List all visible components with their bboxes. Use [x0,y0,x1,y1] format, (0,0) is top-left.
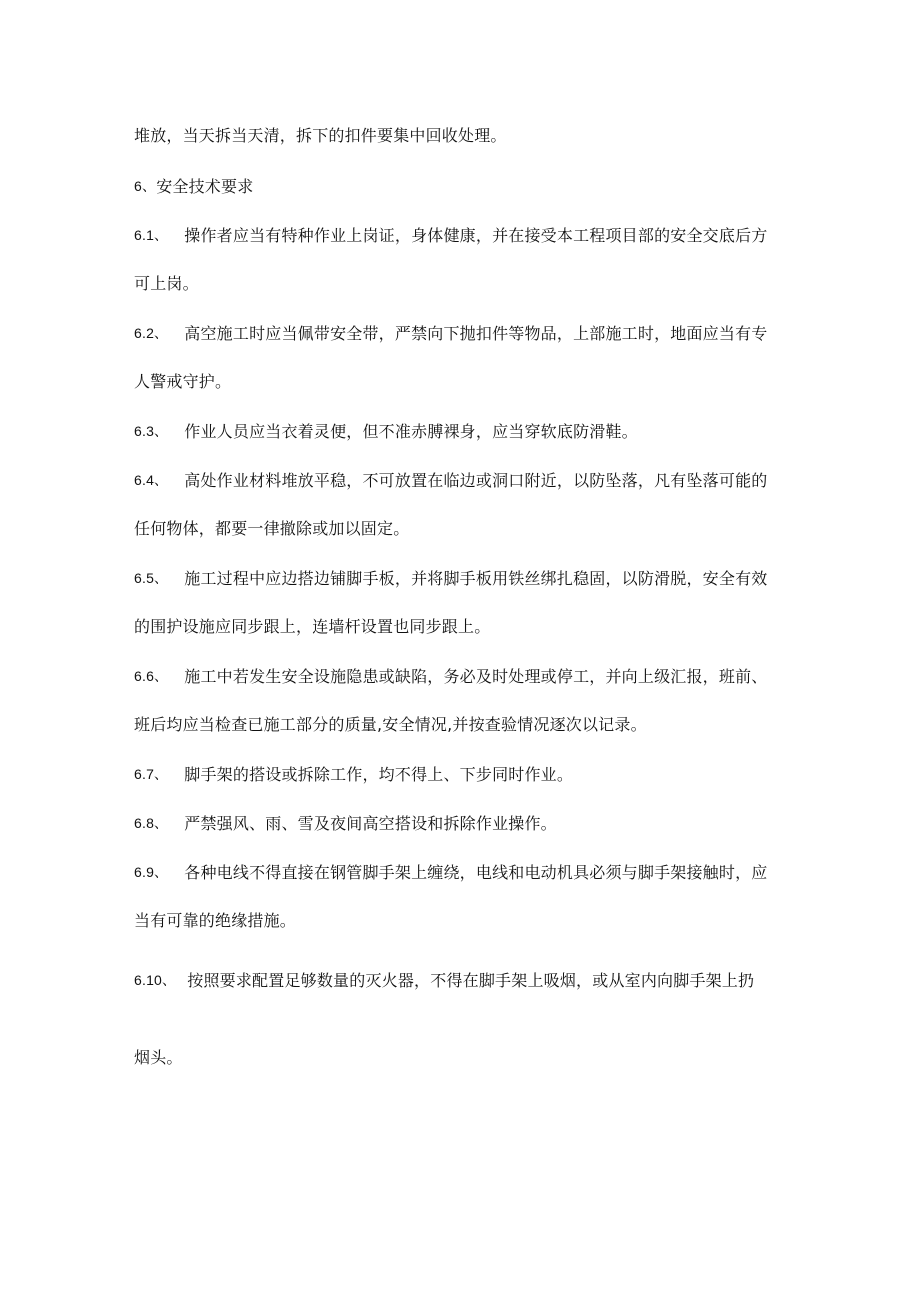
item-6-6-line-2 [134,715,647,735]
item-text: 脚手架的搭设或拆除工作，均不得上、下步同时作业。 [184,765,574,784]
item-6-4-line-2 [134,519,409,539]
item-6-1-line-1 [134,225,767,246]
item-text: 按照要求配置足够数量的灭火器，不得在脚手架上吸烟，或从室内向脚手架上扔 [187,971,755,990]
item-number: 6.8、 [134,815,169,831]
item-text: 高空施工时应当佩带安全带，严禁向下抛扣件等物品，上部施工时，地面应当有专 [184,324,768,343]
intro-text: 堆放，当天拆当天清，拆下的扣件要集中回收处理。 [134,126,507,145]
item-number: 6.7、 [134,766,169,782]
section-title: 安全技术要求 [156,177,254,196]
item-number: 6.10、 [134,972,177,988]
item-6-10-line-2 [134,1048,183,1068]
item-text: 烟头。 [134,1048,183,1067]
item-text: 施工中若发生安全设施隐患或缺陷，务必及时处理或停工，并向上级汇报，班前、 [184,667,768,686]
item-text: 人警戒守护。 [134,372,232,391]
item-6-2-line-2 [134,372,231,392]
item-number: 6.6、 [134,668,169,684]
section-number: 6、 [134,178,157,194]
item-text: 可上岗。 [134,274,199,293]
item-6-10-line-1 [134,970,754,991]
item-6-5-line-1 [134,568,767,589]
item-number: 6.3、 [134,423,169,439]
item-text: 任何物体，都要一律撤除或加以固定。 [134,519,410,538]
item-text: 各种电线不得直接在钢管脚手架上缠绕，电线和电动机具必须与脚手架接触时，应 [184,863,768,882]
item-6-6-line-1 [134,666,767,687]
item-text: 严禁强风、雨、雪及夜间高空搭设和拆除作业操作。 [184,814,557,833]
item-6-3-line-1 [134,421,638,442]
section-heading [134,176,253,197]
item-text: 高处作业材料堆放平稳，不可放置在临边或洞口附近，以防坠落，凡有坠落可能的 [184,471,768,490]
item-6-7-line-1 [134,764,573,785]
item-6-9-line-1 [134,862,767,883]
intro-line [134,126,507,146]
item-6-8-line-1 [134,813,557,834]
item-text: 施工过程中应边搭边铺脚手板，并将脚手板用铁丝绑扎稳固，以防滑脱，安全有效 [184,569,768,588]
item-6-9-line-2 [134,911,296,931]
item-number: 6.1、 [134,227,169,243]
item-text: 的围护设施应同步跟上，连墙杆设置也同步跟上。 [134,617,491,636]
item-6-4-line-1 [134,470,767,491]
item-number: 6.5、 [134,570,169,586]
item-number: 6.2、 [134,325,169,341]
item-text: 操作者应当有特种作业上岗证，身体健康，并在接受本工程项目部的安全交底后方 [184,226,768,245]
item-number: 6.4、 [134,472,169,488]
item-6-1-line-2 [134,274,199,294]
item-number: 6.9、 [134,864,169,880]
item-text: 班后均应当检查已施工部分的质量,安全情况,并按查验情况逐次以记录。 [134,715,647,734]
item-6-5-line-2 [134,617,490,637]
item-6-2-line-1 [134,323,767,344]
item-text: 当有可靠的绝缘措施。 [134,911,297,930]
item-text: 作业人员应当衣着灵便，但不准赤膊裸身，应当穿软底防滑鞋。 [184,422,638,441]
